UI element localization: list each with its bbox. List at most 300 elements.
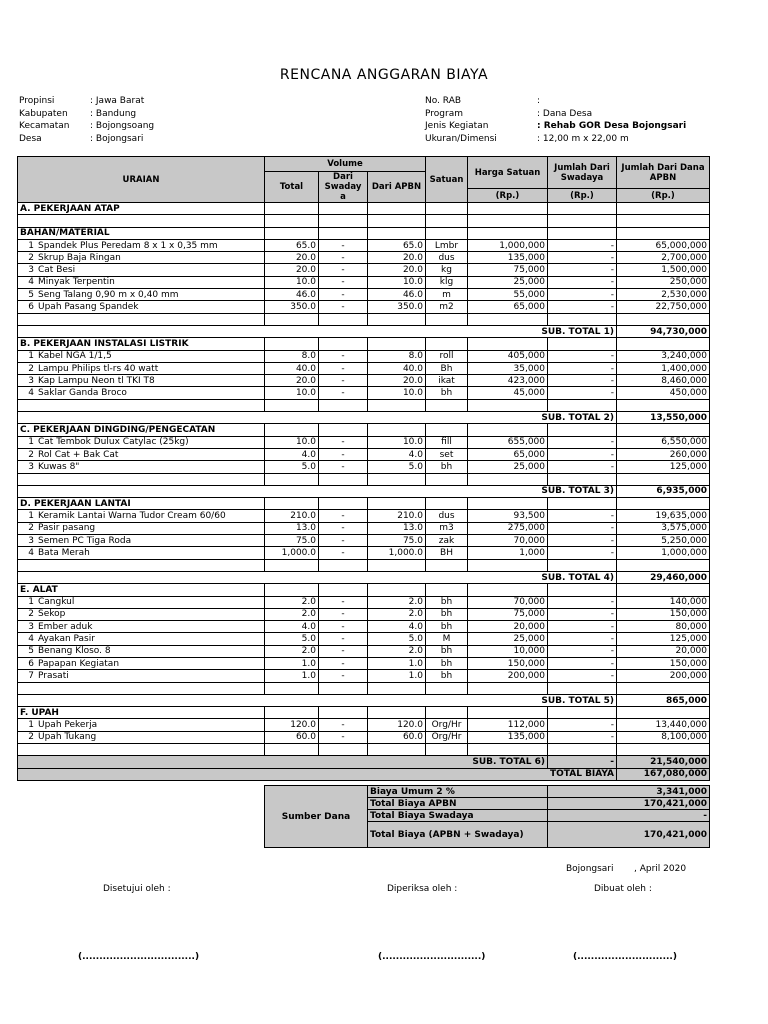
section-title: [18, 424, 710, 436]
info-label: Kabupaten: [19, 108, 68, 119]
volume-total: 10.0: [265, 276, 319, 288]
signature-checked: (.............................): [378, 952, 486, 962]
empty-cell: [426, 473, 468, 485]
volume-swadaya: -: [319, 596, 368, 608]
volume-swadaya: -: [319, 350, 368, 362]
amount-swadaya: -: [548, 276, 617, 288]
subtotal-row: [18, 412, 710, 424]
table-row: [18, 510, 710, 522]
subtotal-row: [18, 571, 710, 583]
table-row: [18, 670, 710, 682]
item-desc: [18, 621, 265, 633]
empty-cell: [265, 707, 319, 719]
unit-price: 65,000: [468, 301, 548, 313]
amount-apbn: 3,240,000: [617, 350, 710, 362]
amount-apbn: 125,000: [617, 461, 710, 473]
amount-apbn: 1,500,000: [617, 264, 710, 276]
item-desc: [18, 657, 265, 669]
sumber-dana-value: 170,421,000: [548, 798, 710, 810]
item-desc: [18, 362, 265, 374]
subtotal-label: SUB. TOTAL 5): [18, 694, 617, 706]
volume-total: 13.0: [265, 522, 319, 534]
volume-swadaya: -: [319, 621, 368, 633]
unit: klg: [426, 276, 468, 288]
info-right: [425, 95, 686, 145]
volume-apbn: 60.0: [368, 731, 426, 743]
subtotal-row: [18, 694, 710, 706]
volume-apbn: 2.0: [368, 645, 426, 657]
volume-total: 1.0: [265, 657, 319, 669]
unit-price: 55,000: [468, 289, 548, 301]
unit-price: 135,000: [468, 731, 548, 743]
info-value: : 12,00 m x 22,00 m: [537, 133, 629, 144]
table-row: [18, 387, 710, 399]
item-no: 3: [28, 535, 34, 546]
approved-by: Disetujui oleh :: [103, 884, 171, 894]
item-desc: [18, 596, 265, 608]
unit-price: 405,000: [468, 350, 548, 362]
item-no: 3: [28, 461, 34, 472]
subtotal-row: [18, 756, 710, 768]
amount-apbn: 3,575,000: [617, 522, 710, 534]
empty-row: [18, 473, 710, 485]
empty-cell: [319, 313, 368, 325]
empty-cell: [319, 707, 368, 719]
volume-apbn: 20.0: [368, 264, 426, 276]
unit-price: 25,000: [468, 633, 548, 645]
section-title: [18, 584, 710, 596]
volume-total: 210.0: [265, 510, 319, 522]
volume-swadaya: -: [319, 276, 368, 288]
item-desc: [18, 547, 265, 559]
unit: bh: [426, 621, 468, 633]
empty-cell: [468, 399, 548, 411]
unit-price: 25,000: [468, 461, 548, 473]
empty-cell: [468, 215, 548, 227]
empty-cell: [468, 424, 548, 436]
info-row: [19, 133, 154, 146]
item-name: Keramik Lantai Warna Tudor Cream 60/60: [38, 511, 226, 522]
volume-total: 120.0: [265, 719, 319, 731]
info-value: : Jawa Barat: [90, 96, 145, 106]
item-desc: [18, 719, 265, 731]
empty-cell: [265, 338, 319, 350]
item-no: 2: [28, 609, 34, 620]
info-label: No. RAB: [425, 96, 462, 106]
empty-cell: [368, 338, 426, 350]
volume-total: 40.0: [265, 362, 319, 374]
sumber-dana-row: [265, 786, 710, 798]
table-row: [18, 621, 710, 633]
total-biaya-row: [18, 768, 710, 780]
item-no: 5: [28, 289, 34, 300]
table-row: [18, 608, 710, 620]
item-desc: [18, 264, 265, 276]
volume-total: 8.0: [265, 350, 319, 362]
subtotal-label: SUB. TOTAL 3): [18, 485, 617, 497]
item-desc: [18, 350, 265, 362]
empty-cell: [468, 498, 548, 510]
empty-cell: [426, 584, 468, 596]
info-value: : Bandung: [90, 108, 137, 119]
empty-cell: [18, 682, 265, 694]
volume-apbn: 40.0: [368, 362, 426, 374]
empty-cell: [426, 215, 468, 227]
item-desc: [18, 289, 265, 301]
item-desc: [18, 645, 265, 657]
unit: bh: [426, 387, 468, 399]
empty-row: [18, 682, 710, 694]
volume-swadaya: -: [319, 387, 368, 399]
subtotal-label: SUB. TOTAL 6): [18, 756, 548, 768]
item-no: 3: [28, 265, 34, 276]
empty-cell: [548, 682, 617, 694]
empty-cell: [548, 338, 617, 350]
date: , April 2020: [634, 864, 687, 874]
unit-price: 1,000,000: [468, 239, 548, 251]
table-row: [18, 731, 710, 743]
volume-total: 46.0: [265, 289, 319, 301]
volume-apbn: 5.0: [368, 461, 426, 473]
signature-approved: (.................................): [78, 952, 200, 962]
empty-cell: [18, 215, 265, 227]
empty-cell: [368, 313, 426, 325]
amount-swadaya: -: [548, 362, 617, 374]
volume-total: 4.0: [265, 448, 319, 460]
volume-total: 4.0: [265, 621, 319, 633]
table-row: [18, 301, 710, 313]
empty-cell: [468, 473, 548, 485]
header-uraian: URAIAN: [18, 157, 265, 203]
item-name: Semen PC Tiga Roda: [38, 535, 132, 546]
empty-cell: [319, 203, 368, 215]
subtotal-swadaya: -: [548, 756, 617, 768]
empty-cell: [18, 473, 265, 485]
amount-swadaya: -: [548, 670, 617, 682]
empty-cell: [468, 227, 548, 239]
header-volume: Volume: [265, 157, 426, 172]
amount-swadaya: -: [548, 301, 617, 313]
table-row: [18, 522, 710, 534]
header-rp-swadaya: (Rp.): [548, 189, 617, 203]
subtotal-label: SUB. TOTAL 1): [18, 325, 617, 337]
unit: Lmbr: [426, 239, 468, 251]
unit: m2: [426, 301, 468, 313]
table-row: [18, 362, 710, 374]
unit-price: 70,000: [468, 596, 548, 608]
table-row: [18, 461, 710, 473]
subtotal-value: 94,730,000: [617, 325, 710, 337]
item-no: 2: [28, 252, 34, 263]
section-title-label: D. PEKERJAAN LANTAI: [18, 498, 265, 510]
item-desc: [18, 633, 265, 645]
amount-apbn: 22,750,000: [617, 301, 710, 313]
section-title: [18, 338, 710, 350]
empty-cell: [368, 399, 426, 411]
empty-cell: [368, 215, 426, 227]
amount-swadaya: -: [548, 264, 617, 276]
amount-apbn: 150,000: [617, 657, 710, 669]
empty-cell: [426, 498, 468, 510]
table-row: [18, 350, 710, 362]
info-left: [19, 95, 154, 145]
item-no: 4: [28, 277, 34, 288]
item-desc: [18, 239, 265, 251]
empty-cell: [548, 473, 617, 485]
subtotal-row: [18, 325, 710, 337]
volume-swadaya: -: [319, 522, 368, 534]
rab-table: [17, 156, 710, 781]
empty-cell: [468, 338, 548, 350]
volume-apbn: 1.0: [368, 670, 426, 682]
item-desc: [18, 510, 265, 522]
item-name: Rol Cat + Bak Cat: [38, 449, 119, 460]
sumber-dana-value: 170,421,000: [548, 822, 710, 848]
volume-total: 65.0: [265, 239, 319, 251]
item-name: Benang Kloso. 8: [38, 646, 111, 657]
unit-price: 25,000: [468, 276, 548, 288]
unit-price: 655,000: [468, 436, 548, 448]
empty-row: [18, 313, 710, 325]
sumber-dana-table: [264, 785, 710, 848]
amount-apbn: 260,000: [617, 448, 710, 460]
volume-swadaya: -: [319, 633, 368, 645]
sumber-dana-label: Sumber Dana: [265, 786, 368, 848]
empty-cell: [468, 744, 548, 756]
subtotal-value: 29,460,000: [617, 571, 710, 583]
volume-swadaya: -: [319, 731, 368, 743]
unit-price: 70,000: [468, 535, 548, 547]
amount-swadaya: -: [548, 289, 617, 301]
empty-cell: [617, 215, 710, 227]
empty-cell: [319, 744, 368, 756]
amount-swadaya: -: [548, 387, 617, 399]
volume-apbn: 13.0: [368, 522, 426, 534]
volume-apbn: 4.0: [368, 448, 426, 460]
empty-cell: [265, 744, 319, 756]
empty-cell: [265, 559, 319, 571]
volume-swadaya: -: [319, 657, 368, 669]
table-row: [18, 645, 710, 657]
sumber-dana-item: Total Biaya (APBN + Swadaya): [368, 822, 548, 848]
volume-swadaya: -: [319, 547, 368, 559]
amount-apbn: 8,460,000: [617, 375, 710, 387]
total-biaya-value: 167,080,000: [617, 768, 710, 780]
table-row: [18, 289, 710, 301]
unit: kg: [426, 264, 468, 276]
amount-apbn: 5,250,000: [617, 535, 710, 547]
info-row: [425, 133, 686, 146]
amount-apbn: 150,000: [617, 608, 710, 620]
table-row: [18, 448, 710, 460]
empty-cell: [18, 744, 265, 756]
empty-cell: [18, 559, 265, 571]
amount-apbn: 1,400,000: [617, 362, 710, 374]
table-row: [18, 375, 710, 387]
item-name: Skrup Baja Ringan: [38, 252, 121, 263]
item-name: Bata Merah: [38, 547, 90, 558]
header-harga-satuan: Harga Satuan: [468, 157, 548, 189]
amount-apbn: 6,550,000: [617, 436, 710, 448]
info-label: Kecamatan: [19, 121, 70, 131]
subtotal-row: [18, 485, 710, 497]
document-title: RENCANA ANGGARAN BIAYA: [279, 67, 489, 83]
unit: ikat: [426, 375, 468, 387]
volume-total: 20.0: [265, 375, 319, 387]
volume-total: 10.0: [265, 387, 319, 399]
item-name: Saklar Ganda Broco: [38, 388, 127, 399]
item-no: 1: [28, 511, 34, 522]
item-desc: [18, 670, 265, 682]
header-rp-harga: (Rp.): [468, 189, 548, 203]
info-row: [425, 120, 686, 133]
section-title-label: C. PEKERJAAN DINGDING/PENGECATAN: [18, 424, 265, 436]
item-name: Prasati: [38, 670, 69, 681]
item-name: Sekop: [38, 609, 66, 620]
made-by: Dibuat oleh :: [594, 884, 652, 894]
empty-cell: [617, 203, 710, 215]
amount-swadaya: -: [548, 719, 617, 731]
item-no: 6: [28, 302, 34, 313]
item-no: 4: [28, 388, 34, 399]
volume-swadaya: -: [319, 719, 368, 731]
info-row: [425, 95, 686, 108]
unit-price: 10,000: [468, 645, 548, 657]
table-row: [18, 436, 710, 448]
amount-apbn: 200,000: [617, 670, 710, 682]
empty-cell: [617, 424, 710, 436]
empty-cell: [265, 227, 319, 239]
amount-apbn: 80,000: [617, 621, 710, 633]
volume-swadaya: -: [319, 436, 368, 448]
info-label: Program: [425, 108, 463, 119]
empty-cell: [319, 584, 368, 596]
item-no: 2: [28, 363, 34, 374]
item-desc: [18, 301, 265, 313]
section-subtitle: [18, 227, 710, 239]
amount-swadaya: -: [548, 657, 617, 669]
amount-apbn: 19,635,000: [617, 510, 710, 522]
item-no: 7: [28, 670, 34, 681]
table-row: [18, 596, 710, 608]
empty-row: [18, 215, 710, 227]
table-row: [18, 276, 710, 288]
volume-apbn: 10.0: [368, 436, 426, 448]
empty-cell: [426, 707, 468, 719]
empty-cell: [368, 707, 426, 719]
volume-apbn: 65.0: [368, 239, 426, 251]
subtotal-value: 21,540,000: [617, 756, 710, 768]
item-desc: [18, 608, 265, 620]
header-jumlah-apbn: Jumlah Dari Dana APBN: [617, 157, 710, 189]
volume-apbn: 20.0: [368, 375, 426, 387]
volume-swadaya: -: [319, 289, 368, 301]
volume-swadaya: -: [319, 670, 368, 682]
unit: dus: [426, 510, 468, 522]
info-label: Ukuran/Dimensi: [425, 133, 497, 144]
item-desc: [18, 461, 265, 473]
item-desc: [18, 448, 265, 460]
unit-price: 135,000: [468, 252, 548, 264]
checked-by: Diperiksa oleh :: [387, 884, 458, 894]
item-no: 3: [28, 621, 34, 632]
empty-cell: [548, 424, 617, 436]
table-row: [18, 239, 710, 251]
volume-swadaya: -: [319, 535, 368, 547]
empty-cell: [617, 744, 710, 756]
amount-swadaya: -: [548, 731, 617, 743]
empty-cell: [426, 227, 468, 239]
unit-price: 20,000: [468, 621, 548, 633]
empty-cell: [265, 399, 319, 411]
volume-apbn: 2.0: [368, 596, 426, 608]
empty-row: [18, 744, 710, 756]
volume-swadaya: -: [319, 252, 368, 264]
item-no: 1: [28, 437, 34, 448]
empty-cell: [368, 424, 426, 436]
volume-apbn: 8.0: [368, 350, 426, 362]
sumber-dana-item: Biaya Umum 2 %: [368, 786, 548, 798]
amount-apbn: 13,440,000: [617, 719, 710, 731]
info-value: : Bojongsari: [90, 133, 144, 144]
empty-cell: [368, 203, 426, 215]
amount-swadaya: -: [548, 633, 617, 645]
volume-total: 2.0: [265, 596, 319, 608]
volume-total: 1.0: [265, 670, 319, 682]
table-row: [18, 719, 710, 731]
volume-total: 1,000.0: [265, 547, 319, 559]
item-name: Cat Tembok Dulux Catylac (25kg): [38, 437, 189, 448]
info-label: Desa: [19, 133, 42, 144]
table-row: [18, 633, 710, 645]
empty-cell: [548, 744, 617, 756]
volume-apbn: 120.0: [368, 719, 426, 731]
item-name: Seng Talang 0,90 m x 0,40 mm: [38, 289, 179, 300]
amount-swadaya: -: [548, 436, 617, 448]
empty-cell: [368, 584, 426, 596]
item-name: Lampu Philips tl-rs 40 watt: [38, 363, 159, 374]
volume-total: 2.0: [265, 608, 319, 620]
volume-swadaya: -: [319, 461, 368, 473]
empty-cell: [319, 399, 368, 411]
unit: fill: [426, 436, 468, 448]
item-desc: [18, 535, 265, 547]
empty-cell: [617, 313, 710, 325]
volume-total: 2.0: [265, 645, 319, 657]
total-biaya-label: TOTAL BIAYA: [18, 768, 617, 780]
info-row: [19, 108, 154, 121]
unit: dus: [426, 252, 468, 264]
unit: m3: [426, 522, 468, 534]
empty-cell: [426, 399, 468, 411]
empty-cell: [368, 744, 426, 756]
table-row: [18, 547, 710, 559]
volume-total: 5.0: [265, 461, 319, 473]
amount-apbn: 20,000: [617, 645, 710, 657]
section-title-label: B. PEKERJAAN INSTALASI LISTRIK: [18, 338, 265, 350]
item-desc: [18, 252, 265, 264]
section-title-label: A. PEKERJAAN ATAP: [18, 203, 265, 215]
unit-price: 45,000: [468, 387, 548, 399]
volume-swadaya: -: [319, 510, 368, 522]
empty-cell: [265, 313, 319, 325]
item-name: Ayakan Pasir: [38, 634, 95, 645]
empty-cell: [468, 559, 548, 571]
empty-cell: [426, 313, 468, 325]
amount-swadaya: -: [548, 547, 617, 559]
volume-apbn: 10.0: [368, 276, 426, 288]
amount-swadaya: -: [548, 535, 617, 547]
